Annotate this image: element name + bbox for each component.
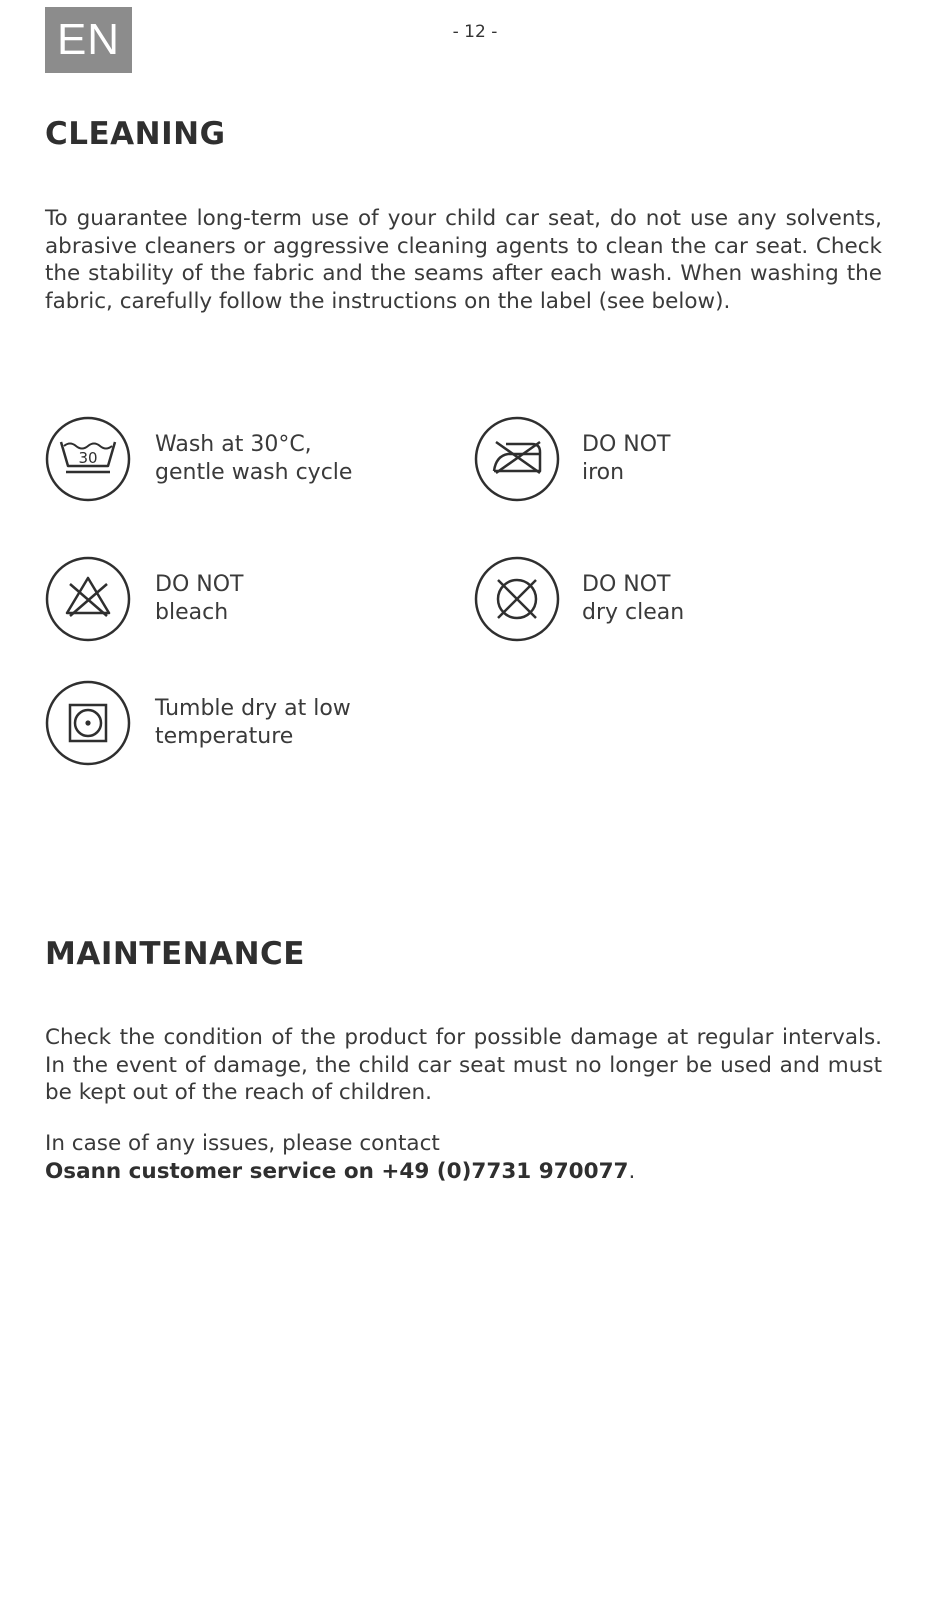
contact-intro: In case of any issues, please contact xyxy=(45,1131,440,1156)
page-number: - 12 - xyxy=(452,22,498,42)
care-item-wash xyxy=(45,416,352,502)
maintenance-paragraph: Check the condition of the product for possible damage at regular intervals. In the event of damage, the child car seat must no longer be used and must be kept out of the reach of children. xyxy=(45,1025,882,1105)
care-text-tumble-dry xyxy=(155,695,351,751)
tumble-dry-low-icon xyxy=(45,680,131,766)
wash-temperature-label: 30 xyxy=(78,449,98,467)
care-line-2: bleach xyxy=(155,600,229,625)
care-line-1: DO NOT xyxy=(155,572,244,597)
care-text-wash xyxy=(155,431,352,487)
care-line-1: DO NOT xyxy=(582,432,671,457)
care-line-2: gentle wash cycle xyxy=(155,460,353,485)
care-text-bleach xyxy=(155,571,243,627)
care-line-2: iron xyxy=(582,460,625,485)
care-item-iron xyxy=(474,416,670,502)
contact-block xyxy=(45,1130,905,1186)
contact-line xyxy=(45,1158,905,1186)
care-text-iron xyxy=(582,431,670,487)
do-not-dry-clean-icon xyxy=(474,556,560,642)
care-line-2: temperature xyxy=(155,724,294,749)
customer-service-phone: Osann customer service on +49 (0)7731 970077 xyxy=(45,1159,629,1184)
care-line-1: Wash at 30°C, xyxy=(155,432,312,457)
cleaning-paragraph: To guarantee long-term use of your child car seat, do not use any solvents, abrasive cleaners or aggressive cleaning agents to clean the car seat. Check the stability of the fabric and the seams after each wash. When washing the fabric, carefully follow the instructions on the label (see below). xyxy=(45,206,882,314)
care-line-2: dry clean xyxy=(582,600,685,625)
care-text-dry-clean xyxy=(582,571,684,627)
language-badge: EN xyxy=(45,7,132,73)
contact-period: . xyxy=(628,1159,636,1184)
care-line-1: Tumble dry at low xyxy=(155,696,351,721)
care-line-1: DO NOT xyxy=(582,572,671,597)
care-item-bleach xyxy=(45,556,243,642)
do-not-iron-icon xyxy=(474,416,560,502)
wash-30-icon xyxy=(45,416,131,502)
care-item-tumble-dry xyxy=(45,680,351,766)
do-not-bleach-icon xyxy=(45,556,131,642)
care-item-dry-clean xyxy=(474,556,684,642)
maintenance-title: MAINTENANCE xyxy=(45,936,305,972)
cleaning-title: CLEANING xyxy=(45,116,226,152)
